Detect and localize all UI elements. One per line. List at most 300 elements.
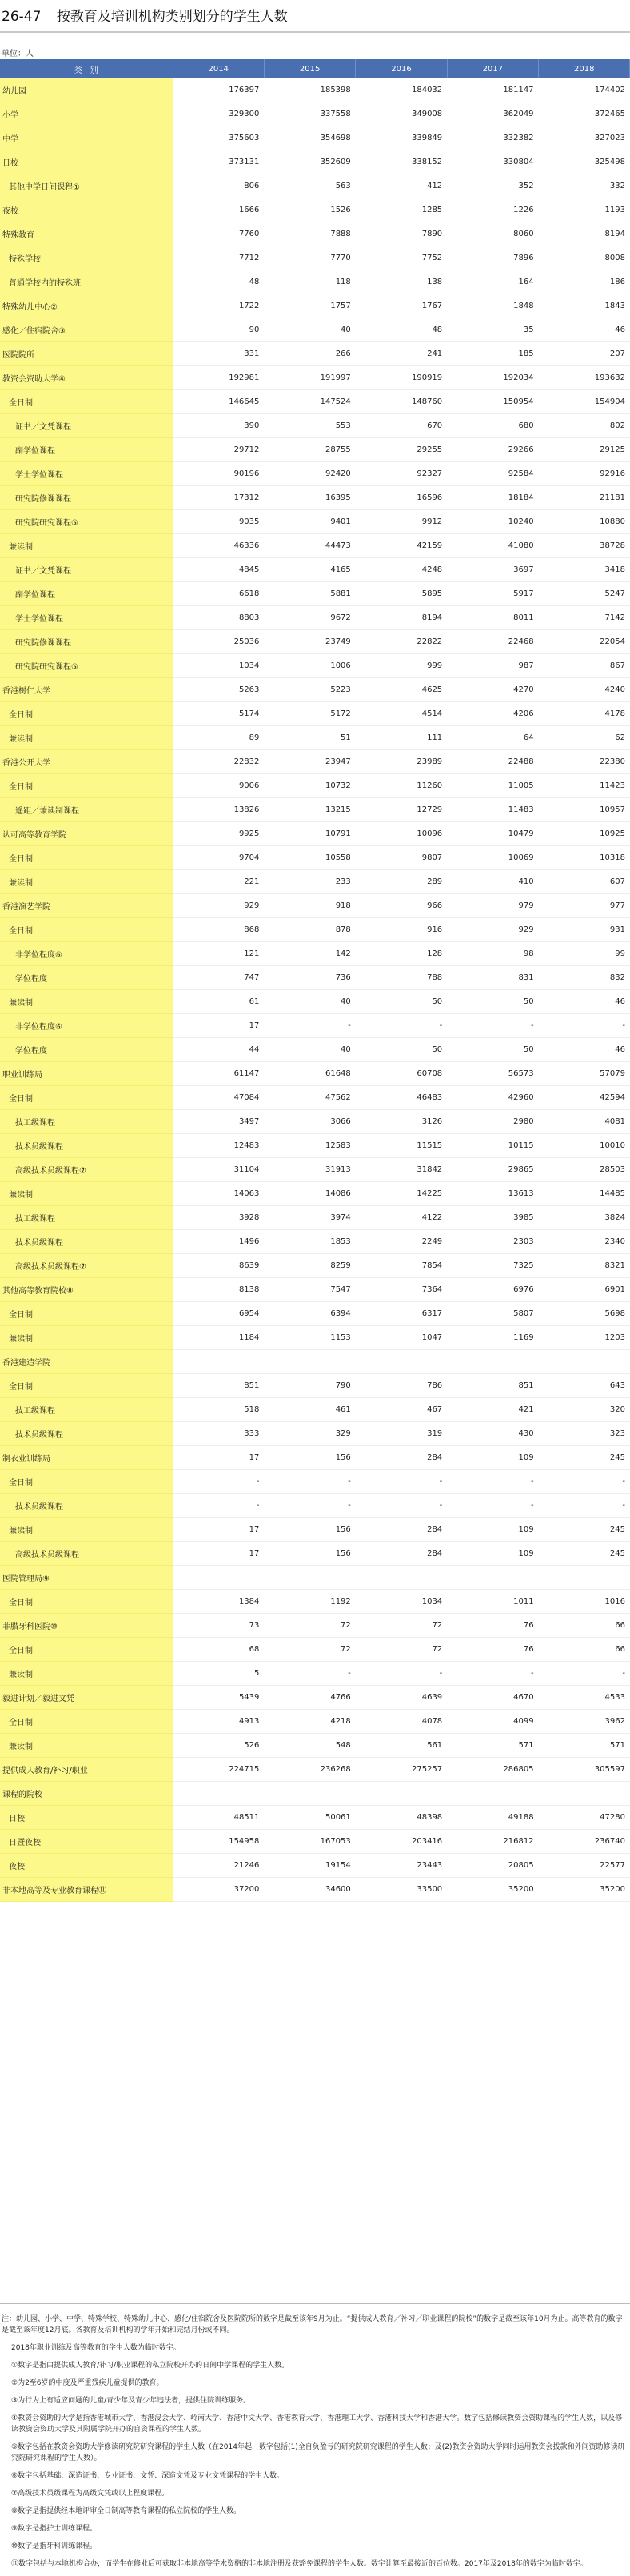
cell-value: 979	[447, 894, 538, 918]
row-label: 兼读制	[0, 870, 173, 894]
cell-value: 50	[356, 1038, 447, 1062]
row-label: 技术员级课程	[0, 1422, 173, 1446]
row-label: 高级技术员级课程⑦	[0, 1254, 173, 1278]
cell-value: 9035	[173, 510, 264, 534]
cell-value: 10880	[539, 510, 630, 534]
cell-value: 92916	[539, 462, 630, 486]
cell-value: 51	[264, 726, 355, 750]
cell-value: 92327	[356, 462, 447, 486]
table-row	[0, 1542, 630, 1566]
cell-value: 461	[264, 1398, 355, 1422]
cell-value: 99	[539, 942, 630, 966]
table-row	[0, 1638, 630, 1662]
cell-value: 50	[447, 1038, 538, 1062]
column-header-year: 2017	[447, 59, 538, 78]
cell-value: 4845	[173, 558, 264, 582]
cell-value: 147524	[264, 390, 355, 414]
cell-value: 48398	[356, 1806, 447, 1830]
cell-value: 4514	[356, 702, 447, 726]
unit-label: 单位：人	[2, 50, 34, 58]
cell-value: 62	[539, 726, 630, 750]
cell-value: 5247	[539, 582, 630, 606]
cell-value: 977	[539, 894, 630, 918]
cell-value: 561	[356, 1734, 447, 1758]
table-row	[0, 294, 630, 318]
cell-value: 987	[447, 654, 538, 678]
table-row	[0, 1014, 630, 1038]
cell-value: 22380	[539, 750, 630, 774]
row-label: 感化／住宿院舍③	[0, 318, 173, 342]
cell-value: -	[447, 1014, 538, 1038]
footnote: ⑨数字是指护士训练课程。	[11, 2525, 98, 2533]
cell-value: 47280	[539, 1806, 630, 1830]
cell-value: 28503	[539, 1158, 630, 1182]
row-label: 研究院研究课程⑤	[0, 510, 173, 534]
row-label: 认可高等教育学院	[0, 822, 173, 846]
table-row	[0, 606, 630, 630]
table-row	[0, 630, 630, 654]
row-label: 日暨夜校	[0, 1830, 173, 1854]
cell-value: 72	[264, 1614, 355, 1638]
cell-value: 4533	[539, 1686, 630, 1710]
cell-value: 1722	[173, 294, 264, 318]
cell-value: 467	[356, 1398, 447, 1422]
row-label: 兼读制	[0, 726, 173, 750]
table-row	[0, 1374, 630, 1398]
table-row	[0, 390, 630, 414]
cell-value: 607	[539, 870, 630, 894]
row-label: 副学位课程	[0, 582, 173, 606]
cell-value: 31104	[173, 1158, 264, 1182]
cell-value: 788	[356, 966, 447, 990]
cell-value: 8194	[539, 222, 630, 246]
cell-value: 4240	[539, 678, 630, 702]
cell-value: 4218	[264, 1710, 355, 1734]
row-label: 日校	[0, 150, 173, 174]
cell-value: 33500	[356, 1878, 447, 1902]
row-label: 高级技术员级课程⑦	[0, 1158, 173, 1182]
cell-value: 2340	[539, 1230, 630, 1254]
cell-value: 41080	[447, 534, 538, 558]
row-label: 非学位程度⑥	[0, 942, 173, 966]
cell-value: 8259	[264, 1254, 355, 1278]
cell-value: 1757	[264, 294, 355, 318]
table-row	[0, 1182, 630, 1206]
cell-value: 7770	[264, 246, 355, 270]
cell-value: 3126	[356, 1110, 447, 1134]
cell-value: 42594	[539, 1086, 630, 1110]
cell-value: 138	[356, 270, 447, 294]
row-label: 技工级课程	[0, 1398, 173, 1422]
row-label: 学位程度	[0, 966, 173, 990]
cell-value: 42159	[356, 534, 447, 558]
cell-value: 72	[264, 1638, 355, 1662]
row-label: 兼读制	[0, 1734, 173, 1758]
table-row	[0, 702, 630, 726]
cell-value: 22468	[447, 630, 538, 654]
row-label: 全日制	[0, 918, 173, 942]
table-row	[0, 1614, 630, 1638]
cell-value: 5172	[264, 702, 355, 726]
cell-value: 931	[539, 918, 630, 942]
cell-value: 10791	[264, 822, 355, 846]
table-row	[0, 1302, 630, 1326]
cell-value: 286805	[447, 1758, 538, 1782]
cell-value	[173, 1566, 264, 1590]
cell-value	[264, 1782, 355, 1806]
cell-value: 929	[173, 894, 264, 918]
cell-value: 526	[173, 1734, 264, 1758]
cell-value: 7547	[264, 1278, 355, 1302]
table-row	[0, 1110, 630, 1134]
table-row	[0, 726, 630, 750]
cell-value: 50	[356, 990, 447, 1014]
cell-value: 802	[539, 414, 630, 438]
cell-value: 786	[356, 1374, 447, 1398]
cell-value: 362049	[447, 102, 538, 126]
cell-value: 121	[173, 942, 264, 966]
cell-value: 1496	[173, 1230, 264, 1254]
table-bottom-rule	[0, 2303, 630, 2304]
table-row	[0, 1710, 630, 1734]
cell-value: 48511	[173, 1806, 264, 1830]
table-row	[0, 1086, 630, 1110]
cell-value: 736	[264, 966, 355, 990]
footnote: ②为2至6岁的中度及严重残疾儿童提供的教育。	[11, 2379, 164, 2387]
cell-value: 4270	[447, 678, 538, 702]
cell-value: 1848	[447, 294, 538, 318]
cell-value: 98	[447, 942, 538, 966]
table-row	[0, 438, 630, 462]
row-label: 学士学位课程	[0, 606, 173, 630]
row-label: 兼读制	[0, 534, 173, 558]
table-row	[0, 198, 630, 222]
cell-value: 305597	[539, 1758, 630, 1782]
cell-value: -	[356, 1470, 447, 1494]
row-label: 全日制	[0, 702, 173, 726]
cell-value: 9006	[173, 774, 264, 798]
row-label: 教资会资助大学④	[0, 366, 173, 390]
footnote: ①数字是指由提供成人教育/补习/职业课程的私立院校开办的日间中学课程的学生人数。	[11, 2362, 289, 2370]
table-row	[0, 534, 630, 558]
table-row	[0, 1830, 630, 1854]
cell-value: 35200	[539, 1878, 630, 1902]
cell-value: 3824	[539, 1206, 630, 1230]
cell-value: 29255	[356, 438, 447, 462]
cell-value: 1526	[264, 198, 355, 222]
cell-value: 66	[539, 1614, 630, 1638]
table-row	[0, 654, 630, 678]
cell-value: 4178	[539, 702, 630, 726]
cell-value: 7890	[356, 222, 447, 246]
cell-value: 89	[173, 726, 264, 750]
table-row	[0, 1446, 630, 1470]
cell-value: 13215	[264, 798, 355, 822]
cell-value: 390	[173, 414, 264, 438]
cell-value: 1153	[264, 1326, 355, 1350]
table-row	[0, 1734, 630, 1758]
cell-value: 9704	[173, 846, 264, 870]
cell-value: 20805	[447, 1854, 538, 1878]
column-header-year: 2018	[539, 59, 630, 78]
cell-value: 12483	[173, 1134, 264, 1158]
cell-value: 7142	[539, 606, 630, 630]
table-row	[0, 1782, 630, 1806]
cell-value: 331	[173, 342, 264, 366]
cell-value	[447, 1350, 538, 1374]
cell-value: 571	[539, 1734, 630, 1758]
cell-value: 150954	[447, 390, 538, 414]
cell-value: 10010	[539, 1134, 630, 1158]
cell-value: 8138	[173, 1278, 264, 1302]
cell-value: -	[539, 1014, 630, 1038]
cell-value: -	[539, 1662, 630, 1686]
table-row	[0, 1758, 630, 1782]
cell-value: 832	[539, 966, 630, 990]
cell-value: 3974	[264, 1206, 355, 1230]
cell-value: 337558	[264, 102, 355, 126]
footnote: ⑦高级技术员级课程为高级文凭或以上程度课程。	[11, 2490, 169, 2498]
cell-value: 831	[447, 966, 538, 990]
cell-value: 23749	[264, 630, 355, 654]
row-label: 香港树仁大学	[0, 678, 173, 702]
table-row	[0, 174, 630, 198]
table-row	[0, 486, 630, 510]
cell-value: 19154	[264, 1854, 355, 1878]
row-label: 其他中学日间课程①	[0, 174, 173, 198]
cell-value: 73	[173, 1614, 264, 1638]
cell-value: 13613	[447, 1182, 538, 1206]
cell-value: 571	[447, 1734, 538, 1758]
cell-value: 284	[356, 1446, 447, 1470]
table-row	[0, 1566, 630, 1590]
column-header-year: 2016	[356, 59, 447, 78]
cell-value: 17	[173, 1446, 264, 1470]
row-label: 全日制	[0, 1590, 173, 1614]
cell-value: 349008	[356, 102, 447, 126]
cell-value: 60708	[356, 1062, 447, 1086]
table-row	[0, 1590, 630, 1614]
cell-value: 4122	[356, 1206, 447, 1230]
cell-value: 192981	[173, 366, 264, 390]
cell-value: 1843	[539, 294, 630, 318]
cell-value: 7760	[173, 222, 264, 246]
cell-value: 10115	[447, 1134, 538, 1158]
row-label: 全日制	[0, 774, 173, 798]
cell-value: 4206	[447, 702, 538, 726]
cell-value: 3962	[539, 1710, 630, 1734]
cell-value: 9672	[264, 606, 355, 630]
table-row	[0, 150, 630, 174]
cell-value: 109	[447, 1542, 538, 1566]
cell-value: 327023	[539, 126, 630, 150]
cell-value	[264, 1566, 355, 1590]
cell-value: 8011	[447, 606, 538, 630]
cell-value: 35	[447, 318, 538, 342]
cell-value: 245	[539, 1518, 630, 1542]
cell-value: 17312	[173, 486, 264, 510]
cell-value: 142	[264, 942, 355, 966]
cell-value: 167053	[264, 1830, 355, 1854]
row-label: 学士学位课程	[0, 462, 173, 486]
cell-value: 4670	[447, 1686, 538, 1710]
cell-value: 22832	[173, 750, 264, 774]
row-label: 副学位课程	[0, 438, 173, 462]
row-label: 学位程度	[0, 1038, 173, 1062]
cell-value: 410	[447, 870, 538, 894]
table-row	[0, 822, 630, 846]
table-row	[0, 1662, 630, 1686]
cell-value: 10558	[264, 846, 355, 870]
cell-value	[173, 1350, 264, 1374]
cell-value: 8194	[356, 606, 447, 630]
cell-value: 221	[173, 870, 264, 894]
cell-value: 999	[356, 654, 447, 678]
cell-value	[539, 1566, 630, 1590]
table-row	[0, 366, 630, 390]
cell-value: 1006	[264, 654, 355, 678]
cell-value: 5263	[173, 678, 264, 702]
cell-value: 5	[173, 1662, 264, 1686]
cell-value: 1034	[173, 654, 264, 678]
cell-value: 1767	[356, 294, 447, 318]
cell-value: 563	[264, 174, 355, 198]
cell-value: 1203	[539, 1326, 630, 1350]
row-label: 其他高等教育院校⑧	[0, 1278, 173, 1302]
row-label: 毅进计划／毅进文凭	[0, 1686, 173, 1710]
table-row	[0, 1470, 630, 1494]
footnote: ④教资会资助的大学是指香港城市大学、香港浸会大学、岭南大学、香港中文大学、香港教育大学、香港理工大学、香港科技大学和香港大学。数字包括修读教资会资助课程的学生人数，以及修读教资会资助大学及其附属学院开办的自资课程的学生人数。	[11, 2414, 623, 2434]
cell-value: 5881	[264, 582, 355, 606]
footnote: 2018年职业训练及高等教育的学生人数为临时数字。	[11, 2344, 181, 2352]
row-label: 医院管理局⑨	[0, 1566, 173, 1590]
cell-value: 323	[539, 1422, 630, 1446]
row-label: 夜校	[0, 198, 173, 222]
cell-value: 76	[447, 1638, 538, 1662]
cell-value: 50	[447, 990, 538, 1014]
row-label: 技术员级课程	[0, 1134, 173, 1158]
cell-value: 354698	[264, 126, 355, 150]
cell-value: 553	[264, 414, 355, 438]
cell-value: 61	[173, 990, 264, 1014]
cell-value: 4625	[356, 678, 447, 702]
table-row	[0, 342, 630, 366]
cell-value: 236268	[264, 1758, 355, 1782]
cell-value: 72	[356, 1614, 447, 1638]
row-label: 小学	[0, 102, 173, 126]
table-row	[0, 102, 630, 126]
cell-value: 241	[356, 342, 447, 366]
cell-value: 148760	[356, 390, 447, 414]
row-label: 证书／文凭课程	[0, 414, 173, 438]
cell-value: 8803	[173, 606, 264, 630]
cell-value: 9401	[264, 510, 355, 534]
cell-value: 1034	[356, 1590, 447, 1614]
row-label: 研究院研究课程⑤	[0, 654, 173, 678]
cell-value: 1384	[173, 1590, 264, 1614]
cell-value: 47562	[264, 1086, 355, 1110]
cell-value: 6618	[173, 582, 264, 606]
cell-value: 1169	[447, 1326, 538, 1350]
row-label: 夜校	[0, 1854, 173, 1878]
row-label: 兼读制	[0, 990, 173, 1014]
cell-value: 9925	[173, 822, 264, 846]
cell-value: 23989	[356, 750, 447, 774]
cell-value: 929	[447, 918, 538, 942]
cell-value: 92584	[447, 462, 538, 486]
cell-value: 284	[356, 1518, 447, 1542]
cell-value: 10732	[264, 774, 355, 798]
row-label: 幼儿园	[0, 78, 173, 102]
cell-value: -	[447, 1470, 538, 1494]
cell-value: 56573	[447, 1062, 538, 1086]
cell-value: 16395	[264, 486, 355, 510]
table-row	[0, 1230, 630, 1254]
table-row	[0, 1350, 630, 1374]
cell-value: 7752	[356, 246, 447, 270]
cell-value	[539, 1782, 630, 1806]
cell-value: 412	[356, 174, 447, 198]
row-label: 兼读制	[0, 1182, 173, 1206]
cell-value: 40	[264, 1038, 355, 1062]
table-row	[0, 1686, 630, 1710]
cell-value: 9807	[356, 846, 447, 870]
cell-value: 40	[264, 990, 355, 1014]
table-row	[0, 1062, 630, 1086]
cell-value: 37200	[173, 1878, 264, 1902]
cell-value: 44	[173, 1038, 264, 1062]
cell-value: -	[356, 1494, 447, 1518]
cell-value: 193632	[539, 366, 630, 390]
cell-value: 9912	[356, 510, 447, 534]
cell-value: 7364	[356, 1278, 447, 1302]
cell-value	[173, 1782, 264, 1806]
cell-value	[356, 1350, 447, 1374]
cell-value: 329	[264, 1422, 355, 1446]
row-label: 研究院修课课程	[0, 630, 173, 654]
cell-value: 14485	[539, 1182, 630, 1206]
row-label: 职业训练局	[0, 1062, 173, 1086]
cell-value: 373131	[173, 150, 264, 174]
cell-value: 966	[356, 894, 447, 918]
cell-value: 128	[356, 942, 447, 966]
cell-value: 2980	[447, 1110, 538, 1134]
cell-value	[356, 1566, 447, 1590]
cell-value: 14086	[264, 1182, 355, 1206]
cell-value: 4078	[356, 1710, 447, 1734]
cell-value: 790	[264, 1374, 355, 1398]
cell-value: 207	[539, 342, 630, 366]
cell-value: 11423	[539, 774, 630, 798]
cell-value: 29266	[447, 438, 538, 462]
cell-value: 7854	[356, 1254, 447, 1278]
cell-value: 430	[447, 1422, 538, 1446]
row-label: 全日制	[0, 1710, 173, 1734]
cell-value: -	[264, 1014, 355, 1038]
cell-value: 867	[539, 654, 630, 678]
cell-value: 7325	[447, 1254, 538, 1278]
cell-value: 14063	[173, 1182, 264, 1206]
table-row	[0, 798, 630, 822]
cell-value: -	[264, 1662, 355, 1686]
row-label: 遥距／兼读制课程	[0, 798, 173, 822]
table-row	[0, 774, 630, 798]
column-header-year: 2014	[173, 59, 264, 78]
cell-value: 109	[447, 1518, 538, 1542]
cell-value: 851	[173, 1374, 264, 1398]
table-row	[0, 1038, 630, 1062]
cell-value: 5174	[173, 702, 264, 726]
